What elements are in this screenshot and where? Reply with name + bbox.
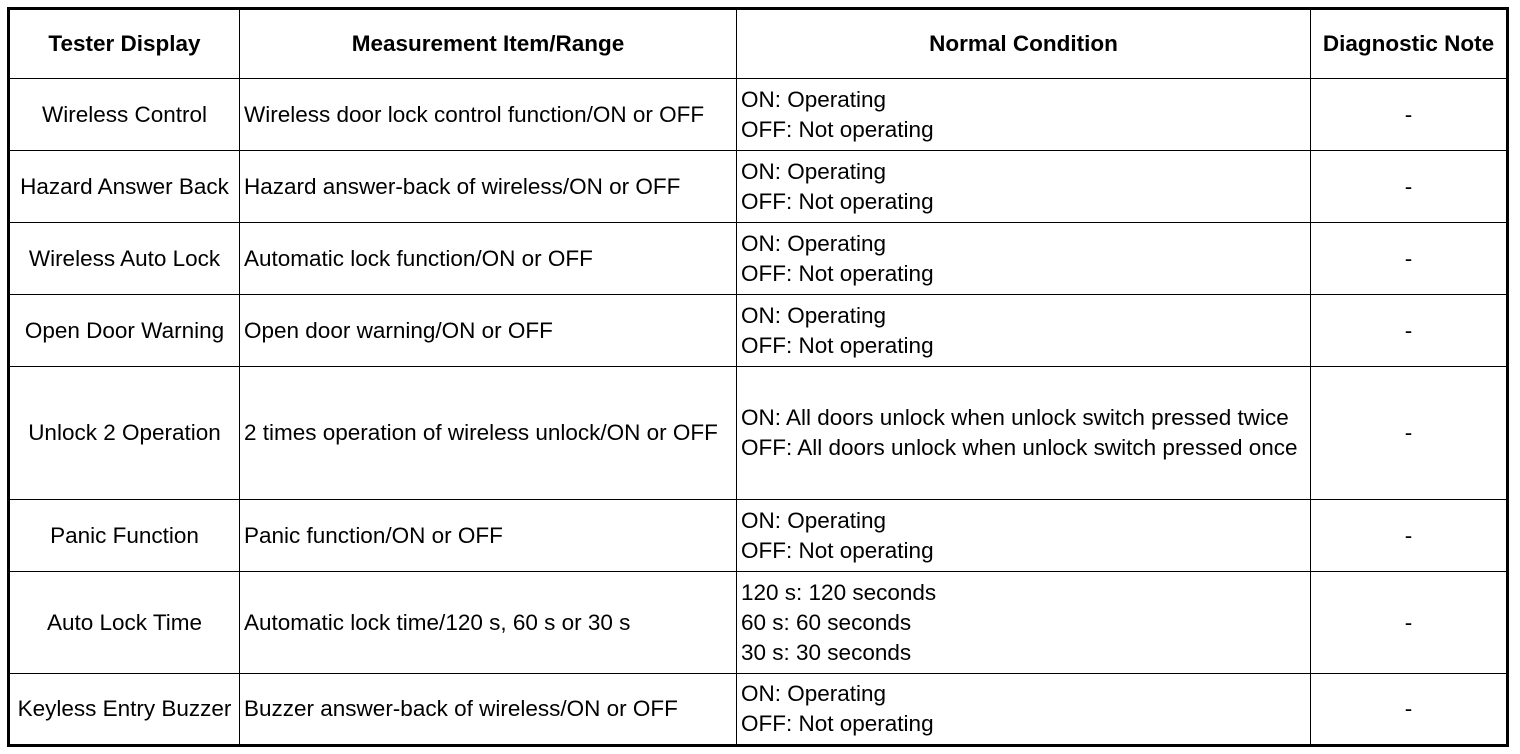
tester-display-cell: Panic Function: [9, 500, 240, 572]
normal-condition-line: ON: Operating: [741, 230, 887, 256]
measurement-cell: Wireless door lock control function/ON or OFF: [240, 79, 737, 151]
normal-condition-cell: [737, 500, 1311, 572]
table-row: [9, 674, 1508, 746]
normal-condition-cell: [737, 367, 1311, 500]
diagnostic-note-cell: -: [1311, 295, 1508, 367]
tester-display-cell: Unlock 2 Operation: [9, 367, 240, 500]
normal-condition-line: 60 s: 60 seconds: [741, 609, 912, 635]
header-diagnostic-note: Diagnostic Note: [1311, 9, 1508, 79]
tester-display-cell: Keyless Entry Buzzer: [9, 674, 240, 746]
table-row: [9, 295, 1508, 367]
normal-condition-line: 30 s: 30 seconds: [741, 639, 912, 665]
normal-condition-line: 120 s: 120 seconds: [741, 579, 937, 605]
normal-condition-line: ON: Operating: [741, 86, 887, 112]
diagnostic-note-cell: -: [1311, 674, 1508, 746]
normal-condition-cell: [737, 572, 1311, 674]
normal-condition-line: ON: Operating: [741, 302, 887, 328]
tester-display-cell: Wireless Auto Lock: [9, 223, 240, 295]
table-header-row: [9, 9, 1508, 79]
measurement-cell: Hazard answer-back of wireless/ON or OFF: [240, 151, 737, 223]
normal-condition-line: ON: Operating: [741, 158, 887, 184]
table-row: [9, 500, 1508, 572]
normal-condition-cell: [737, 79, 1311, 151]
measurement-cell: 2 times operation of wireless unlock/ON or OFF: [240, 367, 737, 500]
tester-display-cell: Open Door Warning: [9, 295, 240, 367]
normal-condition-line: OFF: Not operating: [741, 537, 934, 563]
diagnostic-note-cell: -: [1311, 500, 1508, 572]
normal-condition-line: OFF: Not operating: [741, 188, 934, 214]
diagnostic-note-cell: -: [1311, 367, 1508, 500]
header-measurement-item: Measurement Item/Range: [240, 9, 737, 79]
normal-condition-line: OFF: All doors unlock when unlock switch pressed once: [741, 435, 1298, 460]
diagnostic-data-table: [7, 7, 1509, 747]
normal-condition-cell: [737, 295, 1311, 367]
normal-condition-line: ON: Operating: [741, 681, 887, 706]
diagnostic-note-cell: -: [1311, 79, 1508, 151]
tester-display-cell: Auto Lock Time: [9, 572, 240, 674]
diagnostic-note-cell: -: [1311, 223, 1508, 295]
measurement-cell: Automatic lock function/ON or OFF: [240, 223, 737, 295]
tester-display-cell: Wireless Control: [9, 79, 240, 151]
header-tester-display: Tester Display: [9, 9, 240, 79]
table-row: [9, 79, 1508, 151]
normal-condition-line: ON: Operating: [741, 507, 887, 533]
measurement-cell: Panic function/ON or OFF: [240, 500, 737, 572]
measurement-cell: Buzzer answer-back of wireless/ON or OFF: [240, 674, 737, 746]
table-row: [9, 151, 1508, 223]
measurement-cell: Open door warning/ON or OFF: [240, 295, 737, 367]
normal-condition-line: OFF: Not operating: [741, 260, 934, 286]
normal-condition-line: OFF: Not operating: [741, 711, 934, 736]
normal-condition-line: ON: All doors unlock when unlock switch pressed twice: [741, 405, 1289, 430]
measurement-cell: Automatic lock time/120 s, 60 s or 30 s: [240, 572, 737, 674]
table-row: [9, 572, 1508, 674]
diagnostic-note-cell: -: [1311, 572, 1508, 674]
diagnostic-note-cell: -: [1311, 151, 1508, 223]
normal-condition-cell: [737, 151, 1311, 223]
normal-condition-cell: [737, 674, 1311, 746]
normal-condition-line: OFF: Not operating: [741, 332, 934, 358]
table-row: [9, 223, 1508, 295]
table-row: [9, 367, 1508, 500]
tester-display-cell: Hazard Answer Back: [9, 151, 240, 223]
normal-condition-cell: [737, 223, 1311, 295]
header-normal-condition: Normal Condition: [737, 9, 1311, 79]
normal-condition-line: OFF: Not operating: [741, 116, 934, 142]
